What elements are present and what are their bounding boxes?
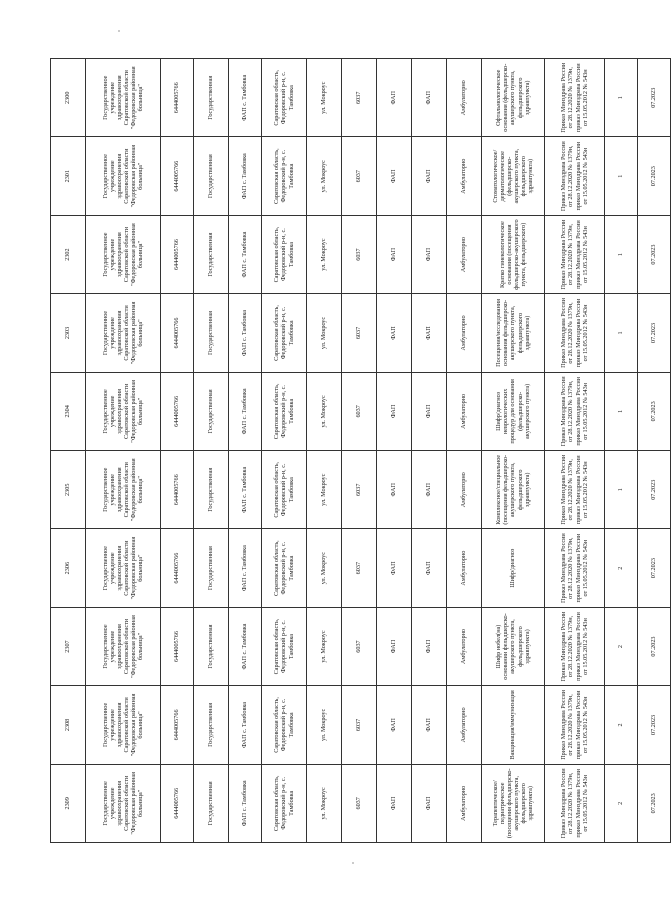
cell-fap2: ФАП — [412, 215, 447, 293]
cell-inn: 6444005766 — [161, 529, 194, 607]
field-row-inn — [161, 59, 194, 843]
cell-number: 6037 — [342, 764, 377, 842]
registry-table — [50, 58, 671, 843]
cell-fap2: ФАП — [412, 294, 447, 372]
cell-street: ул. Мокроус — [307, 451, 342, 529]
cell-form: Государственная — [194, 372, 229, 450]
cell-address: Саратовская область, Федоровский р-н, с. Тамбовка — [262, 59, 307, 137]
cell-count: 2 — [605, 764, 638, 842]
cell-street: ул. Мокроус — [307, 764, 342, 842]
scan-speck — [118, 30, 120, 32]
cell-form: Государственная — [194, 529, 229, 607]
cell-short: ФАП с. Тамбовка — [229, 529, 262, 607]
cell-fap1: ФАП — [377, 372, 412, 450]
cell-order: Приказ Минздрава России от 28.12.2020 № 1379н, приказ Минздрава России от 15.05.2012 № 543н — [545, 294, 605, 372]
cell-count: 1 — [605, 215, 638, 293]
cell-name: Государственное учреждение здравоохранения Саратовской области "Федоровская районная больница" — [86, 294, 161, 372]
cell-profile: Шифр нобел(на) основании фельдшерско-акушерского пункта, фельдшерского здравпункта) — [482, 607, 545, 685]
cell-code: 2304 — [51, 372, 86, 450]
cell-code: 2300 — [51, 59, 86, 137]
cell-count: 1 — [605, 59, 638, 137]
field-row-number — [342, 59, 377, 843]
cell-ambulatory: Амбулаторно — [447, 137, 482, 215]
cell-name: Государственное учреждение здравоохранения Саратовской области "Федоровская районная больница" — [86, 137, 161, 215]
cell-street: ул. Мокроус — [307, 607, 342, 685]
cell-address: Саратовская область, Федоровский р-н, с. Тамбовка — [262, 764, 307, 842]
cell-date: 07.2023 — [638, 294, 671, 372]
cell-order: Приказ Минздрава России от 28.12.2020 № 1379н, приказ Минздрава России от 15.05.2012 № 543н — [545, 529, 605, 607]
cell-profile: Комплексное/специальное (посещения фельдшерско-акушерского пункта, фельдшерского здравпункта) — [482, 451, 545, 529]
cell-short: ФАП с. Тамбовка — [229, 137, 262, 215]
cell-date: 07.2023 — [638, 686, 671, 764]
cell-number: 6037 — [342, 215, 377, 293]
cell-name: Государственное учреждение здравоохранения Саратовской области "Федоровская районная больница" — [86, 686, 161, 764]
cell-count: 2 — [605, 607, 638, 685]
cell-ambulatory: Амбулаторно — [447, 764, 482, 842]
cell-profile: Посещения/исследования основания фельдшерско-акушерского пункта, фельдшерского здравпункта) — [482, 294, 545, 372]
cell-name: Государственное учреждение здравоохранения Саратовской области "Федоровская районная больница" — [86, 529, 161, 607]
cell-profile: Кратко гинекологическое основания (посещения фельдшерско-акушерского пункта, фельдшерского) — [482, 215, 545, 293]
cell-order: Приказ Минздрава России от 28.12.2020 № 1379н, приказ Минздрава России от 15.05.2012 № 543н — [545, 764, 605, 842]
field-row-short — [229, 59, 262, 843]
cell-address: Саратовская область, Федоровский р-н, с. Тамбовка — [262, 294, 307, 372]
cell-short: ФАП с. Тамбовка — [229, 59, 262, 137]
cell-short: ФАП с. Тамбовка — [229, 686, 262, 764]
field-row-form — [194, 59, 229, 843]
cell-form: Государственная — [194, 764, 229, 842]
cell-ambulatory: Амбулаторно — [447, 529, 482, 607]
cell-number: 6037 — [342, 294, 377, 372]
cell-fap2: ФАП — [412, 137, 447, 215]
cell-date: 07.2023 — [638, 529, 671, 607]
cell-form: Государственная — [194, 294, 229, 372]
cell-profile: Шифр/диагноз неврологических процедур для основания (фельдшерско-акушерского пункта) — [482, 372, 545, 450]
cell-order: Приказ Минздрава России от 28.12.2020 № 1379н, приказ Минздрава России от 15.05.2012 № 543н — [545, 686, 605, 764]
field-row-ambulatory — [447, 59, 482, 843]
field-row-fap2 — [412, 59, 447, 843]
document-page — [50, 58, 658, 843]
cell-code: 2309 — [51, 764, 86, 842]
cell-name: Государственное учреждение здравоохранения Саратовской области "Федоровская районная больница" — [86, 764, 161, 842]
cell-form: Государственная — [194, 215, 229, 293]
cell-code: 2306 — [51, 529, 86, 607]
cell-fap1: ФАП — [377, 607, 412, 685]
cell-street: ул. Мокроус — [307, 137, 342, 215]
cell-fap1: ФАП — [377, 764, 412, 842]
cell-fap1: ФАП — [377, 137, 412, 215]
cell-fap2: ФАП — [412, 451, 447, 529]
cell-count: 2 — [605, 529, 638, 607]
cell-date: 07.2023 — [638, 59, 671, 137]
cell-number: 6037 — [342, 451, 377, 529]
cell-number: 6037 — [342, 59, 377, 137]
cell-code: 2305 — [51, 451, 86, 529]
cell-street: ул. Мокроус — [307, 372, 342, 450]
cell-inn: 6444005766 — [161, 686, 194, 764]
cell-code: 2302 — [51, 215, 86, 293]
cell-street: ул. Мокроус — [307, 215, 342, 293]
cell-code: 2301 — [51, 137, 86, 215]
cell-fap2: ФАП — [412, 529, 447, 607]
cell-profile: Стоматологическое/дерматологическое (фельдшерско-акушерского пункта, фельдшерского здравпункта) — [482, 137, 545, 215]
field-row-code — [51, 59, 86, 843]
cell-ambulatory: Амбулаторно — [447, 372, 482, 450]
cell-form: Государственная — [194, 59, 229, 137]
cell-short: ФАП с. Тамбовка — [229, 764, 262, 842]
cell-form: Государственная — [194, 451, 229, 529]
cell-form: Государственная — [194, 686, 229, 764]
cell-count: 1 — [605, 137, 638, 215]
field-row-date — [638, 59, 671, 843]
cell-fap1: ФАП — [377, 451, 412, 529]
cell-inn: 6444005766 — [161, 137, 194, 215]
cell-profile: Терапевтическое/педиатрическое (посещения фельдшерско-акушерского пункта, фельдшерского здравпункта) — [482, 764, 545, 842]
cell-date: 07.2023 — [638, 137, 671, 215]
cell-count: 1 — [605, 372, 638, 450]
cell-date: 07.2023 — [638, 215, 671, 293]
cell-address: Саратовская область, Федоровский р-н, с. Тамбовка — [262, 529, 307, 607]
cell-profile: Шифр/диагноз — [482, 529, 545, 607]
field-row-name — [86, 59, 161, 843]
field-row-address — [262, 59, 307, 843]
cell-count: 1 — [605, 451, 638, 529]
cell-count: 2 — [605, 686, 638, 764]
cell-street: ул. Мокроус — [307, 686, 342, 764]
cell-number: 6037 — [342, 372, 377, 450]
field-row-profile — [482, 59, 545, 843]
cell-ambulatory: Амбулаторно — [447, 607, 482, 685]
cell-fap1: ФАП — [377, 529, 412, 607]
cell-date: 07.2023 — [638, 451, 671, 529]
cell-order: Приказ Минздрава России от 28.12.2020 № 1379н, приказ Минздрава России от 15.05.2012 № 543н — [545, 59, 605, 137]
cell-number: 6037 — [342, 686, 377, 764]
cell-fap2: ФАП — [412, 59, 447, 137]
cell-name: Государственное учреждение здравоохранения Саратовской области "Федоровская районная больница" — [86, 607, 161, 685]
cell-code: 2307 — [51, 607, 86, 685]
cell-number: 6037 — [342, 529, 377, 607]
cell-ambulatory: Амбулаторно — [447, 451, 482, 529]
cell-name: Государственное учреждение здравоохранения Саратовской области "Федоровская районная больница" — [86, 372, 161, 450]
cell-address: Саратовская область, Федоровский р-н, с. Тамбовка — [262, 686, 307, 764]
cell-fap2: ФАП — [412, 372, 447, 450]
cell-fap2: ФАП — [412, 607, 447, 685]
cell-name: Государственное учреждение здравоохранения Саратовской области "Федоровская районная больница" — [86, 59, 161, 137]
cell-short: ФАП с. Тамбовка — [229, 607, 262, 685]
cell-name: Государственное учреждение здравоохранения Саратовской области "Федоровская районная больница" — [86, 215, 161, 293]
cell-form: Государственная — [194, 607, 229, 685]
cell-fap1: ФАП — [377, 686, 412, 764]
cell-fap2: ФАП — [412, 764, 447, 842]
cell-street: ул. Мокроус — [307, 294, 342, 372]
cell-inn: 6444005766 — [161, 215, 194, 293]
cell-code: 2308 — [51, 686, 86, 764]
cell-fap2: ФАП — [412, 686, 447, 764]
scan-speck — [352, 862, 354, 864]
field-row-count — [605, 59, 638, 843]
cell-order: Приказ Минздрава России от 28.12.2020 № 1379н, приказ Минздрава России от 15.05.2012 № 543н — [545, 215, 605, 293]
cell-short: ФАП с. Тамбовка — [229, 451, 262, 529]
cell-address: Саратовская область, Федоровский р-н, с. Тамбовка — [262, 137, 307, 215]
cell-profile: Вакцинация/иммунизация — [482, 686, 545, 764]
cell-ambulatory: Амбулаторно — [447, 294, 482, 372]
cell-order: Приказ Минздрава России от 28.12.2020 № 1379н, приказ Минздрава России от 15.05.2012 № 543н — [545, 607, 605, 685]
cell-fap1: ФАП — [377, 294, 412, 372]
cell-short: ФАП с. Тамбовка — [229, 215, 262, 293]
cell-address: Саратовская область, Федоровский р-н, с. Тамбовка — [262, 451, 307, 529]
field-row-street — [307, 59, 342, 843]
cell-inn: 6444005766 — [161, 59, 194, 137]
cell-form: Государственная — [194, 137, 229, 215]
cell-ambulatory: Амбулаторно — [447, 686, 482, 764]
cell-date: 07.2023 — [638, 372, 671, 450]
cell-inn: 6444005766 — [161, 372, 194, 450]
cell-count: 1 — [605, 294, 638, 372]
cell-profile: Офтальмологическое основания (фельдшерско-акушерского пункта, фельдшерского здравпункта) — [482, 59, 545, 137]
cell-address: Саратовская область, Федоровский р-н, с. Тамбовка — [262, 372, 307, 450]
cell-date: 07.2023 — [638, 607, 671, 685]
cell-inn: 6444005766 — [161, 764, 194, 842]
cell-fap1: ФАП — [377, 59, 412, 137]
cell-ambulatory: Амбулаторно — [447, 215, 482, 293]
cell-short: ФАП с. Тамбовка — [229, 294, 262, 372]
cell-order: Приказ Минздрава России от 28.12.2020 № 1379н, приказ Минздрава России от 15.05.2012 № 543н — [545, 451, 605, 529]
cell-order: Приказ Минздрава России от 28.12.2020 № 1379н, приказ Минздрава России от 15.05.2012 № 543н — [545, 372, 605, 450]
cell-number: 6037 — [342, 137, 377, 215]
cell-date: 07.2023 — [638, 764, 671, 842]
rotated-table-wrapper — [50, 58, 658, 843]
field-row-order — [545, 59, 605, 843]
cell-street: ул. Мокроус — [307, 529, 342, 607]
cell-fap1: ФАП — [377, 215, 412, 293]
cell-inn: 6444005766 — [161, 607, 194, 685]
cell-address: Саратовская область, Федоровский р-н, с. Тамбовка — [262, 607, 307, 685]
cell-street: ул. Мокроус — [307, 59, 342, 137]
cell-ambulatory: Амбулаторно — [447, 59, 482, 137]
cell-number: 6037 — [342, 607, 377, 685]
cell-order: Приказ Минздрава России от 28.12.2020 № 1379н, приказ Минздрава России от 15.05.2012 № 543н — [545, 137, 605, 215]
cell-inn: 6444005766 — [161, 294, 194, 372]
field-row-fap1 — [377, 59, 412, 843]
cell-code: 2303 — [51, 294, 86, 372]
cell-name: Государственное учреждение здравоохранения Саратовской области "Федоровская районная больница" — [86, 451, 161, 529]
cell-address: Саратовская область, Федоровский р-н, с. Тамбовка — [262, 215, 307, 293]
cell-inn: 6444005766 — [161, 451, 194, 529]
cell-short: ФАП с. Тамбовка — [229, 372, 262, 450]
